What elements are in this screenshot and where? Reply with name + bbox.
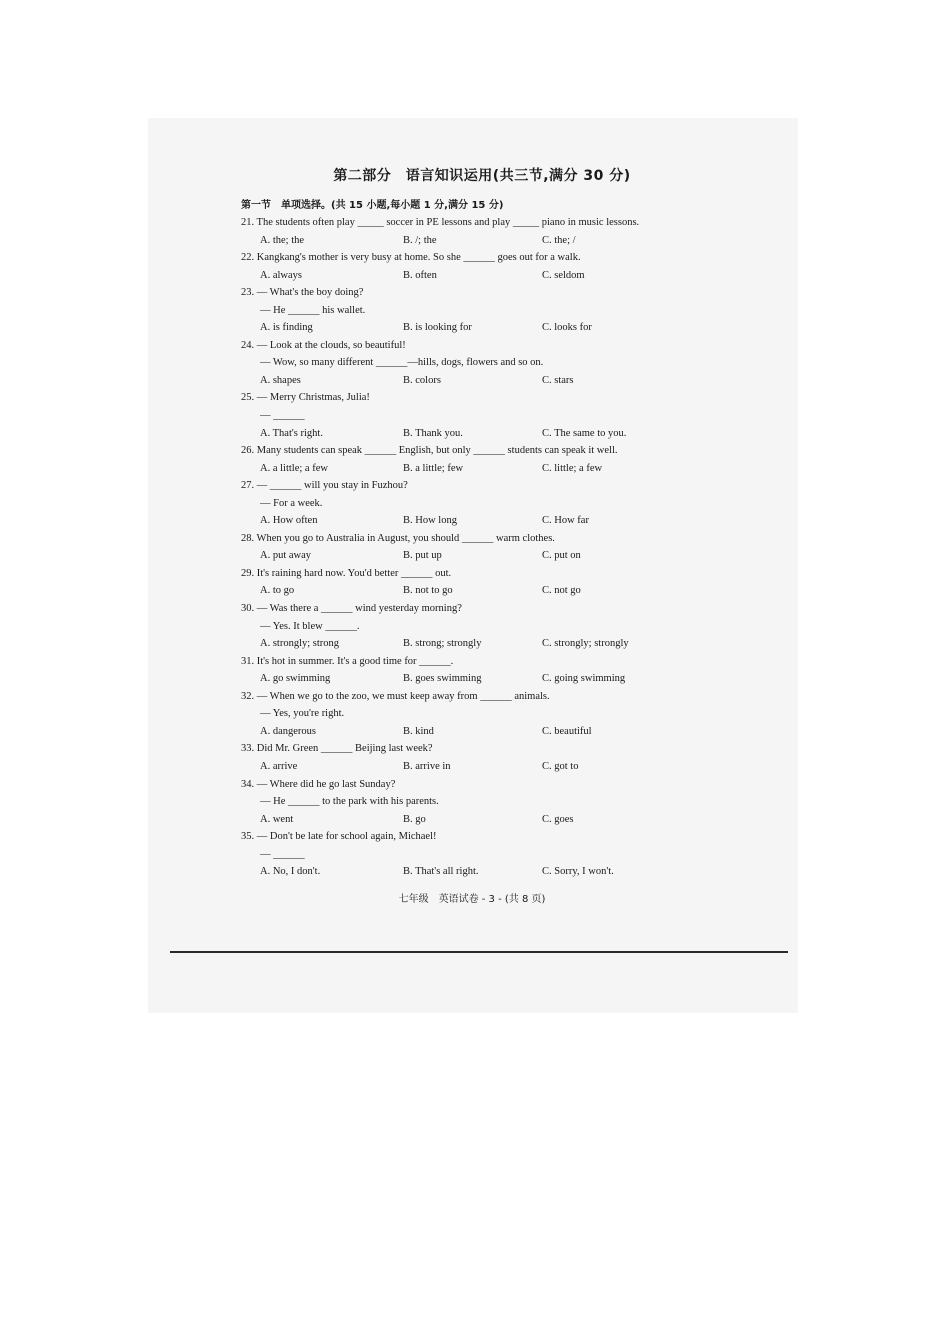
answer-options: [232, 582, 712, 600]
option-c: C. strongly; strongly: [542, 638, 629, 650]
option-c: C. the; /: [542, 234, 576, 246]
answer-options: [232, 512, 712, 530]
question-dialogue-line: — Wow, so many different ______—hills, dogs, flowers and so on.: [260, 357, 544, 369]
option-b: B. kind: [403, 725, 434, 737]
option-a: A. strongly; strong: [260, 638, 340, 650]
option-a: A. go swimming: [260, 673, 331, 685]
option-a: A. always: [260, 269, 302, 281]
question-item: [232, 530, 712, 565]
option-c: C. stars: [542, 374, 574, 386]
question-dialogue-line: — Yes, you're right.: [260, 708, 345, 720]
option-a: A. That's right.: [260, 427, 323, 439]
option-c: C. put on: [542, 550, 581, 562]
question-stem: 32. — When we go to the zoo, we must keep away from ______ animals.: [241, 690, 550, 702]
answer-options: [232, 232, 712, 250]
question-stem: 33. Did Mr. Green ______ Beijing last week?: [241, 743, 433, 755]
answer-options: [232, 670, 712, 688]
section-title: 第二部分 语言知识运用(共三节,满分 30 分): [333, 168, 631, 184]
question-stem: 24. — Look at the clouds, so beautiful!: [241, 339, 406, 351]
option-c: C. How far: [542, 515, 589, 527]
answer-options: [232, 758, 712, 776]
question-stem: 27. — ______ will you stay in Fuzhou?: [241, 480, 408, 492]
option-a: A. How often: [260, 515, 318, 527]
option-b: B. How long: [403, 515, 457, 527]
option-a: A. is finding: [260, 322, 313, 334]
option-b: B. /; the: [403, 234, 437, 246]
answer-options: [232, 635, 712, 653]
answer-options: [232, 372, 712, 390]
option-b: B. not to go: [403, 585, 453, 597]
option-c: C. Sorry, I won't.: [542, 866, 614, 878]
question-dialogue-line: — Yes. It blew ______.: [260, 620, 360, 632]
question-dialogue-line: — ______: [260, 410, 305, 422]
question-item: [232, 653, 712, 688]
option-c: C. little; a few: [542, 462, 603, 474]
question-item: [232, 337, 712, 390]
option-c: C. goes: [542, 813, 574, 825]
option-c: C. not go: [542, 585, 581, 597]
option-c: C. going swimming: [542, 673, 626, 685]
option-a: A. dangerous: [260, 725, 316, 737]
option-a: A. put away: [260, 550, 312, 562]
option-b: B. a little; few: [403, 462, 464, 474]
option-b: B. colors: [403, 374, 441, 386]
option-b: B. is looking for: [403, 322, 472, 334]
page-footer: 七年级 英语试卷 - 3 - (共 8 页): [398, 894, 546, 905]
option-b: B. put up: [403, 550, 442, 562]
answer-options: [232, 811, 712, 829]
question-stem: 34. — Where did he go last Sunday?: [241, 778, 396, 790]
option-a: A. shapes: [260, 374, 301, 386]
answer-options: [232, 267, 712, 285]
option-a: A. No, I don't.: [260, 866, 321, 878]
subsection-title: 第一节 单项选择。(共 15 小题,每小题 1 分,满分 15 分): [241, 200, 504, 211]
option-c: C. The same to you.: [542, 427, 627, 439]
question-item: [232, 776, 712, 829]
question-item: [232, 477, 712, 530]
question-stem: 21. The students often play _____ soccer in PE lessons and play _____ piano in music lessons.: [241, 217, 640, 228]
option-b: B. goes swimming: [403, 673, 482, 685]
question-item: [232, 214, 712, 249]
question-item: [232, 249, 712, 284]
question-item: [232, 284, 712, 337]
option-a: A. the; the: [260, 234, 305, 246]
question-item: [232, 740, 712, 775]
option-a: A. arrive: [260, 760, 298, 772]
option-b: B. often: [403, 269, 437, 281]
answer-options: [232, 547, 712, 565]
option-b: B. That's all right.: [403, 866, 479, 878]
question-item: [232, 688, 712, 741]
option-b: B. strong; strongly: [403, 638, 482, 650]
option-b: B. arrive in: [403, 760, 451, 772]
answer-options: [232, 425, 712, 443]
option-c: C. looks for: [542, 322, 592, 334]
answer-options: [232, 319, 712, 337]
question-stem: 26. Many students can speak ______ English, but only ______ students can speak it well.: [241, 445, 618, 457]
option-c: C. got to: [542, 760, 579, 772]
question-dialogue-line: — He ______ to the park with his parents.: [260, 796, 439, 808]
question-item: [232, 600, 712, 653]
question-dialogue-line: — ______: [260, 848, 305, 860]
question-dialogue-line: — For a week.: [260, 497, 323, 509]
option-a: A. to go: [260, 585, 295, 597]
question-stem: 23. — What's the boy doing?: [241, 287, 364, 299]
option-a: A. went: [260, 813, 294, 825]
question-item: [232, 565, 712, 600]
question-item: [232, 828, 712, 881]
question-item: [232, 389, 712, 442]
answer-options: [232, 863, 712, 881]
question-stem: 25. — Merry Christmas, Julia!: [241, 392, 370, 404]
option-b: B. go: [403, 813, 426, 825]
question-stem: 35. — Don't be late for school again, Michael!: [241, 831, 437, 843]
option-a: A. a little; a few: [260, 462, 328, 474]
answer-options: [232, 460, 712, 478]
question-stem: 31. It's hot in summer. It's a good time for ______.: [241, 655, 454, 667]
page-divider: [170, 951, 788, 953]
option-b: B. Thank you.: [403, 427, 463, 439]
answer-options: [232, 723, 712, 741]
question-stem: 29. It's raining hard now. You'd better ______ out.: [241, 567, 452, 579]
question-stem: 28. When you go to Australia in August, you should ______ warm clothes.: [241, 532, 555, 544]
option-c: C. beautiful: [542, 725, 592, 737]
question-stem: 22. Kangkang's mother is very busy at home. So she ______ goes out for a walk.: [241, 252, 581, 264]
question-item: [232, 442, 712, 477]
question-list: [232, 214, 712, 881]
question-dialogue-line: — He ______ his wallet.: [260, 304, 366, 316]
option-c: C. seldom: [542, 269, 585, 281]
question-stem: 30. — Was there a ______ wind yesterday morning?: [241, 603, 462, 615]
